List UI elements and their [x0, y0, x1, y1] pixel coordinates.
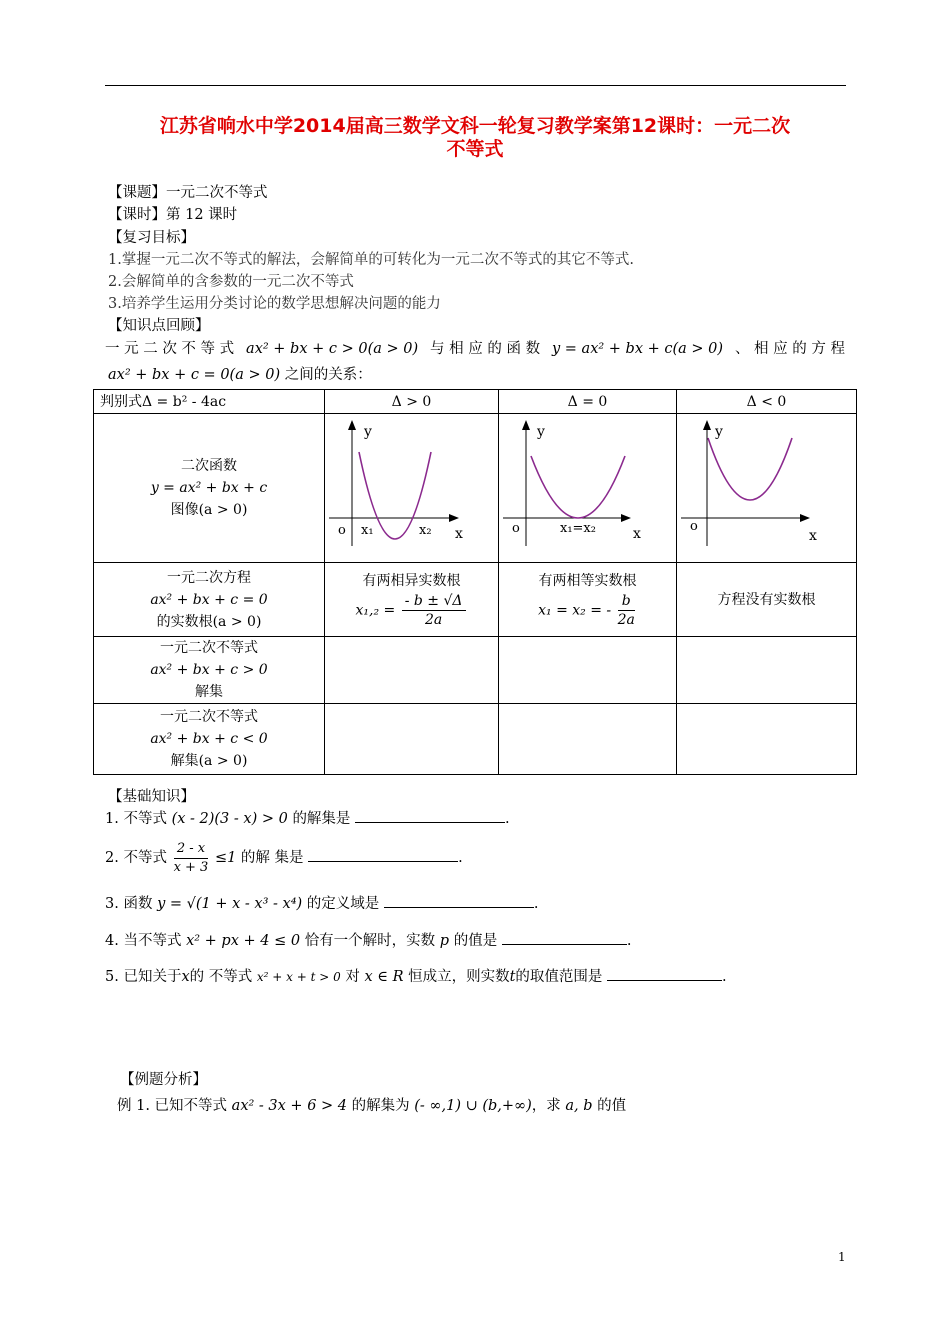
graph-cell-positive	[325, 414, 499, 563]
root-formula-numerator: - b ± √Δ	[402, 592, 466, 611]
double-root-label: x₁=x₂	[560, 521, 596, 536]
equation-label-1: 一元二次方程	[167, 569, 251, 586]
row-label-gt	[94, 637, 325, 704]
goal-1: 1.掌握一元二次不等式的解法，会解简单的可转化为一元二次不等式的其它不等式.	[108, 252, 634, 268]
q1-text-b: 的解集是	[292, 811, 351, 827]
doc-title-line1: 江苏省响水中学2014届高三数学文科一轮复习教学案第12课时：一元二次	[159, 115, 791, 137]
question-3	[105, 893, 539, 914]
lt-solution-blank-2[interactable]	[499, 704, 677, 775]
review-intro-d: 之间的关系：	[284, 367, 372, 383]
gt-solution-blank-1[interactable]	[325, 637, 499, 704]
equal-root-formula	[499, 592, 676, 629]
x-axis-label: x	[633, 526, 641, 542]
review-intro-a: 一 元 二 次 不 等 式	[105, 341, 235, 357]
example1-math: ax² - 3x + 6 > 4	[231, 1098, 348, 1114]
root-x1-label: x₁	[361, 523, 374, 538]
parabola-curve	[531, 456, 625, 518]
y-axis-label: y	[537, 424, 545, 440]
function-label-3: 图像(a > 0)	[170, 502, 248, 518]
q2-math: ≤1	[214, 850, 237, 866]
equal-root-numerator: b	[618, 592, 635, 611]
root-formula-fraction	[402, 592, 466, 629]
example-1	[117, 1096, 626, 1116]
q2-period: .	[458, 850, 463, 866]
equal-root-fraction	[618, 592, 635, 629]
lt-label-2: ax² + bx + c < 0	[150, 731, 268, 747]
example1-text-c: ，求	[531, 1098, 561, 1114]
question-2	[105, 838, 463, 878]
x-axis-arrow	[800, 514, 810, 522]
topic: 【课题】一元二次不等式	[108, 185, 268, 201]
q5-var-t: t	[509, 969, 516, 985]
graph-cell-zero	[499, 414, 677, 563]
header-delta-negative: Δ < 0	[677, 390, 857, 414]
q1-math: (x - 2)(3 - x) > 0	[171, 811, 288, 827]
q5-text-e: 的取值范围是	[515, 969, 603, 985]
y-axis-label: y	[715, 424, 723, 440]
page-number: 1	[838, 1250, 846, 1264]
review-equation: ax² + bx + c = 0(a > 0)	[108, 367, 281, 383]
q5-text-d: 恒成立，则实数	[408, 969, 510, 985]
review-intro-b: 与 相 应 的 函 数	[430, 341, 541, 357]
q3-math: y = √(1 + x - x³ - x⁴)	[157, 896, 303, 912]
q4-var-p: p	[439, 933, 450, 949]
roots-cell-equal	[499, 563, 677, 637]
basics-heading: 【基础知识】	[108, 789, 195, 805]
q2-denominator: x + 3	[173, 859, 209, 875]
equation-label-3: 的实数根(a > 0)	[156, 613, 262, 630]
question-1	[105, 808, 510, 829]
q3-text-a: 3. 函数	[105, 896, 153, 912]
q5-answer-blank[interactable]	[607, 966, 722, 981]
q2-fraction	[174, 840, 209, 877]
lesson: 【课时】第 12 课时	[108, 207, 238, 223]
gt-solution-blank-3[interactable]	[677, 637, 857, 704]
q5-text-a: 5. 已知关于	[105, 969, 182, 985]
header-delta-zero: Δ = 0	[499, 390, 677, 414]
header-delta-positive: Δ > 0	[325, 390, 499, 414]
q1-answer-blank[interactable]	[355, 808, 505, 823]
q5-math: x² + x + t > 0	[256, 970, 341, 984]
q3-answer-blank[interactable]	[384, 893, 534, 908]
q2-numerator: 2 - x	[174, 840, 209, 859]
review-inequality: ax² + bx + c > 0(a > 0)	[246, 341, 419, 357]
q2-text-b: 的解 集是	[240, 850, 304, 866]
q5-text-c: 对	[345, 969, 360, 985]
q4-period: .	[626, 933, 632, 949]
lt-solution-blank-3[interactable]	[677, 704, 857, 775]
distinct-roots-title: 有两相异实数根	[362, 573, 461, 589]
q2-text-a: 2. 不等式	[105, 850, 167, 866]
goal-3: 3.培养学生运用分类讨论的数学思想解决问题的能力	[108, 296, 441, 312]
x-axis-label: x	[809, 528, 817, 544]
x-axis-label: x	[455, 526, 463, 542]
table-header-row	[94, 390, 857, 414]
q5-var-x: x	[181, 969, 190, 985]
root-formula-denominator: 2a	[424, 612, 443, 628]
review-heading: 【知识点回顾】	[108, 318, 210, 334]
relation-table	[93, 389, 857, 775]
example1-text-d: 的值	[597, 1098, 627, 1114]
table-row-graph	[94, 414, 857, 563]
example1-text-a: 例 1. 已知不等式	[117, 1098, 228, 1114]
table-row-gt-solution	[94, 637, 857, 704]
roots-cell-none: 方程没有实数根	[677, 563, 857, 637]
example1-vars: a, b	[565, 1098, 593, 1114]
header-discriminant: 判别式Δ = b² - 4ac	[94, 390, 325, 414]
root-formula-lhs: x₁,₂ =	[355, 602, 396, 619]
q3-period: .	[533, 896, 539, 912]
graph-cell-negative	[677, 414, 857, 563]
equation-label-2: ax² + bx + c = 0	[150, 591, 268, 608]
y-axis-arrow	[703, 420, 711, 430]
q5-period: .	[722, 969, 727, 985]
table-row-roots	[94, 563, 857, 637]
q4-text-a: 4. 当不等式	[105, 933, 182, 949]
row-label-lt	[94, 704, 325, 775]
lt-label-1: 一元二次不等式	[160, 709, 258, 725]
review-intro-c: 、 相 应 的 方 程	[734, 341, 845, 357]
lt-label-3: 解集(a > 0)	[170, 753, 248, 769]
function-label-1: 二次函数	[181, 458, 237, 474]
q4-text-b: 恰有一个解时，实数	[304, 933, 436, 949]
q2-answer-blank[interactable]	[308, 847, 458, 862]
goal-2: 2.会解简单的含参数的一元二次不等式	[108, 274, 354, 290]
q1-period: .	[505, 811, 510, 827]
doc-title-line2: 不等式	[446, 138, 504, 160]
y-axis-label: y	[364, 424, 372, 440]
q4-math: x² + px + 4 ≤ 0	[186, 933, 301, 949]
function-label-2: y = ax² + bx + c	[150, 480, 268, 496]
gt-label-1: 一元二次不等式	[160, 640, 258, 656]
examples-heading: 【例题分析】	[120, 1072, 207, 1088]
q4-text-c: 的值是	[453, 933, 498, 949]
example1-solution-set: (- ∞,1) ∪ (b,+∞)	[414, 1098, 532, 1114]
x-axis-arrow	[449, 514, 459, 522]
q4-answer-blank[interactable]	[502, 930, 627, 945]
example1-text-b: 的解集为	[351, 1098, 410, 1114]
root-x2-label: x₂	[419, 523, 432, 538]
parabola-graph-one-root	[499, 414, 676, 555]
equal-root-lhs: x₁ = x₂ = -	[538, 602, 612, 619]
origin-label: o	[338, 523, 346, 538]
row-label-function	[94, 414, 325, 563]
table-row-lt-solution	[94, 704, 857, 775]
parabola-graph-no-root	[677, 414, 856, 555]
q3-text-b: 的定义域是	[306, 896, 380, 912]
parabola-curve	[708, 438, 792, 500]
header-rule	[105, 85, 846, 86]
row-label-equation	[94, 563, 325, 637]
question-5	[105, 966, 727, 987]
origin-label: o	[512, 521, 520, 536]
review-equation-line	[108, 365, 372, 385]
gt-label-2: ax² + bx + c > 0	[150, 662, 268, 678]
goals-heading: 【复习目标】	[108, 230, 195, 246]
gt-solution-blank-2[interactable]	[499, 637, 677, 704]
lt-solution-blank-1[interactable]	[325, 704, 499, 775]
q5-math-domain: x ∈ R	[364, 969, 404, 985]
equal-roots-title: 有两相等实数根	[538, 573, 637, 589]
q1-text-a: 1. 不等式	[105, 811, 167, 827]
question-4	[105, 930, 631, 951]
gt-label-3: 解集	[195, 684, 223, 700]
roots-cell-distinct	[325, 563, 499, 637]
q5-text-b: 的 不等式	[189, 969, 253, 985]
review-function: y = ax² + bx + c(a > 0)	[551, 341, 724, 357]
y-axis-arrow	[522, 420, 530, 430]
y-axis-arrow	[348, 420, 356, 430]
equal-root-denominator: 2a	[617, 612, 635, 628]
review-intro	[105, 339, 845, 359]
parabola-graph-two-roots	[325, 414, 498, 555]
root-formula	[325, 592, 498, 629]
origin-label: o	[690, 519, 698, 534]
x-axis-arrow	[621, 514, 631, 522]
